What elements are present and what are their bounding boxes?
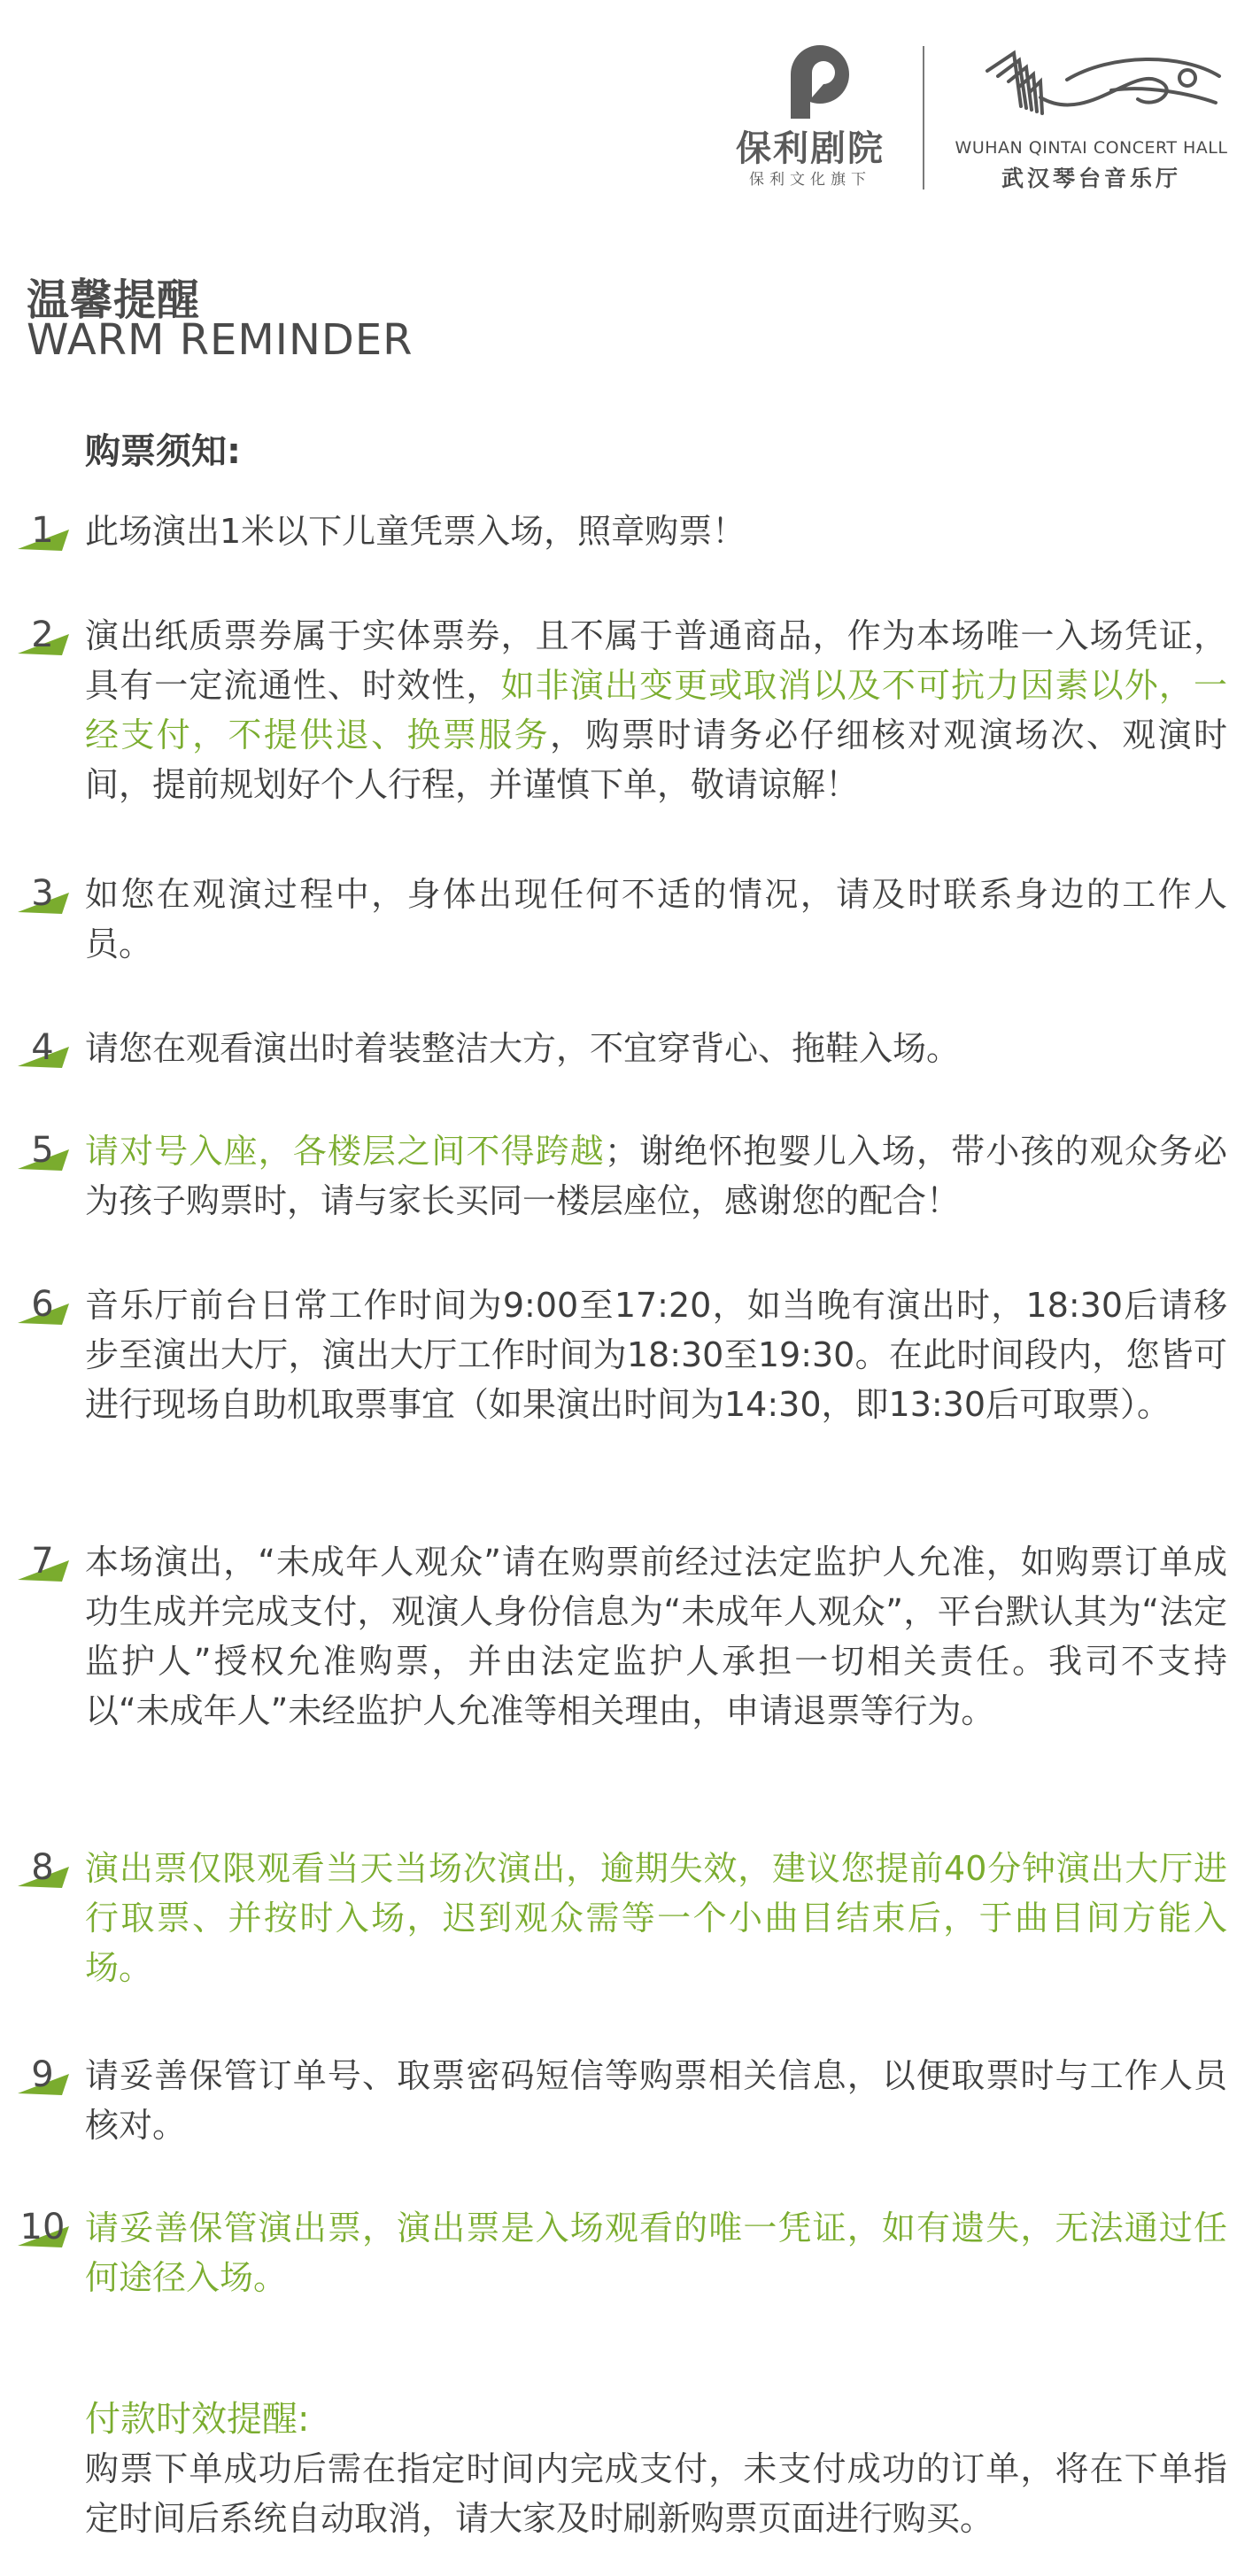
- item-number-badge: [16, 2051, 73, 2104]
- item-text: [85, 1126, 1227, 1226]
- item-number: 5: [31, 1130, 54, 1171]
- item-text: [85, 611, 1227, 809]
- notice-item-6: [0, 1280, 1260, 1484]
- item-number-badge: [16, 507, 73, 560]
- notice-item-2: [0, 611, 1260, 815]
- item-number-badge: [16, 1537, 73, 1590]
- body-text: 演出纸质票券属于实体票券，且不属于普通商品，作为本场唯一入场凭证，具有一定流通性、时效性，: [85, 616, 1227, 705]
- body-text: 本场演出，“未成年人观众”请在购票前经过法定监护人允准，如购票订单成功生成并完成支付，观演人身份信息为“未成年人观众”，平台默认其为“法定监护人”授权允准购票，并由法定监护人承担一切相关责任。我司不支持以“未成年人”未经监护人允准等相关理由，申请退票等行为。: [85, 1543, 1227, 1730]
- header-logos: [726, 39, 1240, 198]
- logo-divider: [923, 46, 924, 190]
- item-number: 7: [31, 1541, 54, 1582]
- title-english: WARM REMINDER: [27, 315, 414, 365]
- body-text: 请您在观看演出时着装整洁大方，不宜穿背心、拖鞋入场。: [85, 1029, 961, 1068]
- item-number-badge: [16, 611, 73, 664]
- notice-item-7: [0, 1537, 1260, 1794]
- payment-reminder-text: 购票下单成功后需在指定时间内完成支付，未支付成功的订单，将在下单指定时间后系统自动取消，请大家及时刷新购票页面进行购买。: [85, 2449, 1227, 2538]
- item-text: [85, 1537, 1227, 1736]
- item-text: [85, 2051, 1227, 2150]
- item-number-badge: [16, 1280, 73, 1334]
- item-number: 2: [31, 615, 54, 655]
- qintai-chinese-name: 武汉琴台音乐厅: [1001, 166, 1181, 191]
- item-number: 10: [19, 2207, 66, 2247]
- item-text: [85, 1844, 1227, 1992]
- body-text: 此场演出1米以下儿童凭票入场，照章购票！: [85, 512, 746, 551]
- poly-theatre-logo: [726, 39, 894, 198]
- item-number: 9: [31, 2054, 54, 2095]
- item-number-badge: [16, 1024, 73, 1077]
- highlighted-text: 请妥善保管演出票，演出票是入场观看的唯一凭证，如有遗失，无法通过任何途径入场。: [85, 2209, 1227, 2297]
- notice-item-4: [0, 1024, 1260, 1077]
- body-text: 音乐厅前台日常工作时间为9:00至17:20，如当晚有演出时，18:30后请移步至演出大厅，演出大厅工作时间为18:30至19:30。在此时间段内，您皆可进行现场自助机取票事宜（如果演出时间为14:30，即13:30后可取票）。: [85, 1286, 1227, 1424]
- item-text: [85, 1024, 1227, 1073]
- poly-p-icon: [788, 44, 852, 119]
- item-number: 1: [31, 510, 54, 551]
- body-text: ，购票时请务必仔细核对观演场次、观演时间，提前规划好个人行程，并谨慎下单，敬请谅解！: [85, 716, 1227, 804]
- qintai-concert-hall-logo: [943, 39, 1240, 198]
- item-text: [85, 507, 1227, 556]
- item-text: [85, 870, 1227, 969]
- item-number: 3: [31, 873, 54, 914]
- item-number-badge: [16, 2203, 73, 2256]
- notice-item-1: [0, 507, 1260, 560]
- item-number: 8: [31, 1847, 54, 1888]
- poly-subtitle: 保利文化旗下: [749, 171, 871, 189]
- item-number-badge: [16, 1844, 73, 1897]
- notice-item-10: [0, 2203, 1260, 2306]
- body-text: 请妥善保管订单号、取票密码短信等购票相关信息，以便取票时与工作人员核对。: [85, 2056, 1227, 2145]
- notice-item-8: [0, 1844, 1260, 1998]
- item-number: 4: [31, 1027, 54, 1068]
- item-text: [85, 1280, 1227, 1429]
- title-chinese: 温馨提醒: [27, 275, 201, 325]
- item-text: [85, 2203, 1227, 2302]
- highlighted-text: 如非演出变更或取消以及不可抗力因素以外，一经支付，不提供退、换票服务: [85, 666, 1227, 754]
- qintai-harp-icon: [978, 44, 1226, 133]
- notice-item-9: [0, 2051, 1260, 2154]
- ticket-notice-heading: 购票须知:: [85, 431, 241, 472]
- highlighted-text: 请对号入座，各楼层之间不得跨越: [85, 1132, 605, 1171]
- poly-name: 保利剧院: [736, 128, 885, 169]
- item-number-badge: [16, 870, 73, 923]
- notice-item-3: [0, 870, 1260, 972]
- body-text: 如您在观演过程中，身体出现任何不适的情况，请及时联系身边的工作人员。: [85, 875, 1227, 963]
- body-text: ；谢绝怀抱婴儿入场，带小孩的观众务必为孩子购票时，请与家长买同一楼层座位，感谢您的配合！: [85, 1132, 1227, 1220]
- notice-item-5: [0, 1126, 1260, 1229]
- item-number-badge: [16, 1126, 73, 1180]
- item-number: 6: [31, 1284, 54, 1325]
- payment-reminder-heading: 付款时效提醒:: [85, 2399, 310, 2440]
- highlighted-text: 演出票仅限观看当天当场次演出，逾期失效，建议您提前40分钟演出大厅进行取票、并按时入场，迟到观众需等一个小曲目结束后，于曲目间方能入场。: [85, 1849, 1227, 1987]
- qintai-english-name: WUHAN QINTAI CONCERT HALL: [955, 138, 1228, 158]
